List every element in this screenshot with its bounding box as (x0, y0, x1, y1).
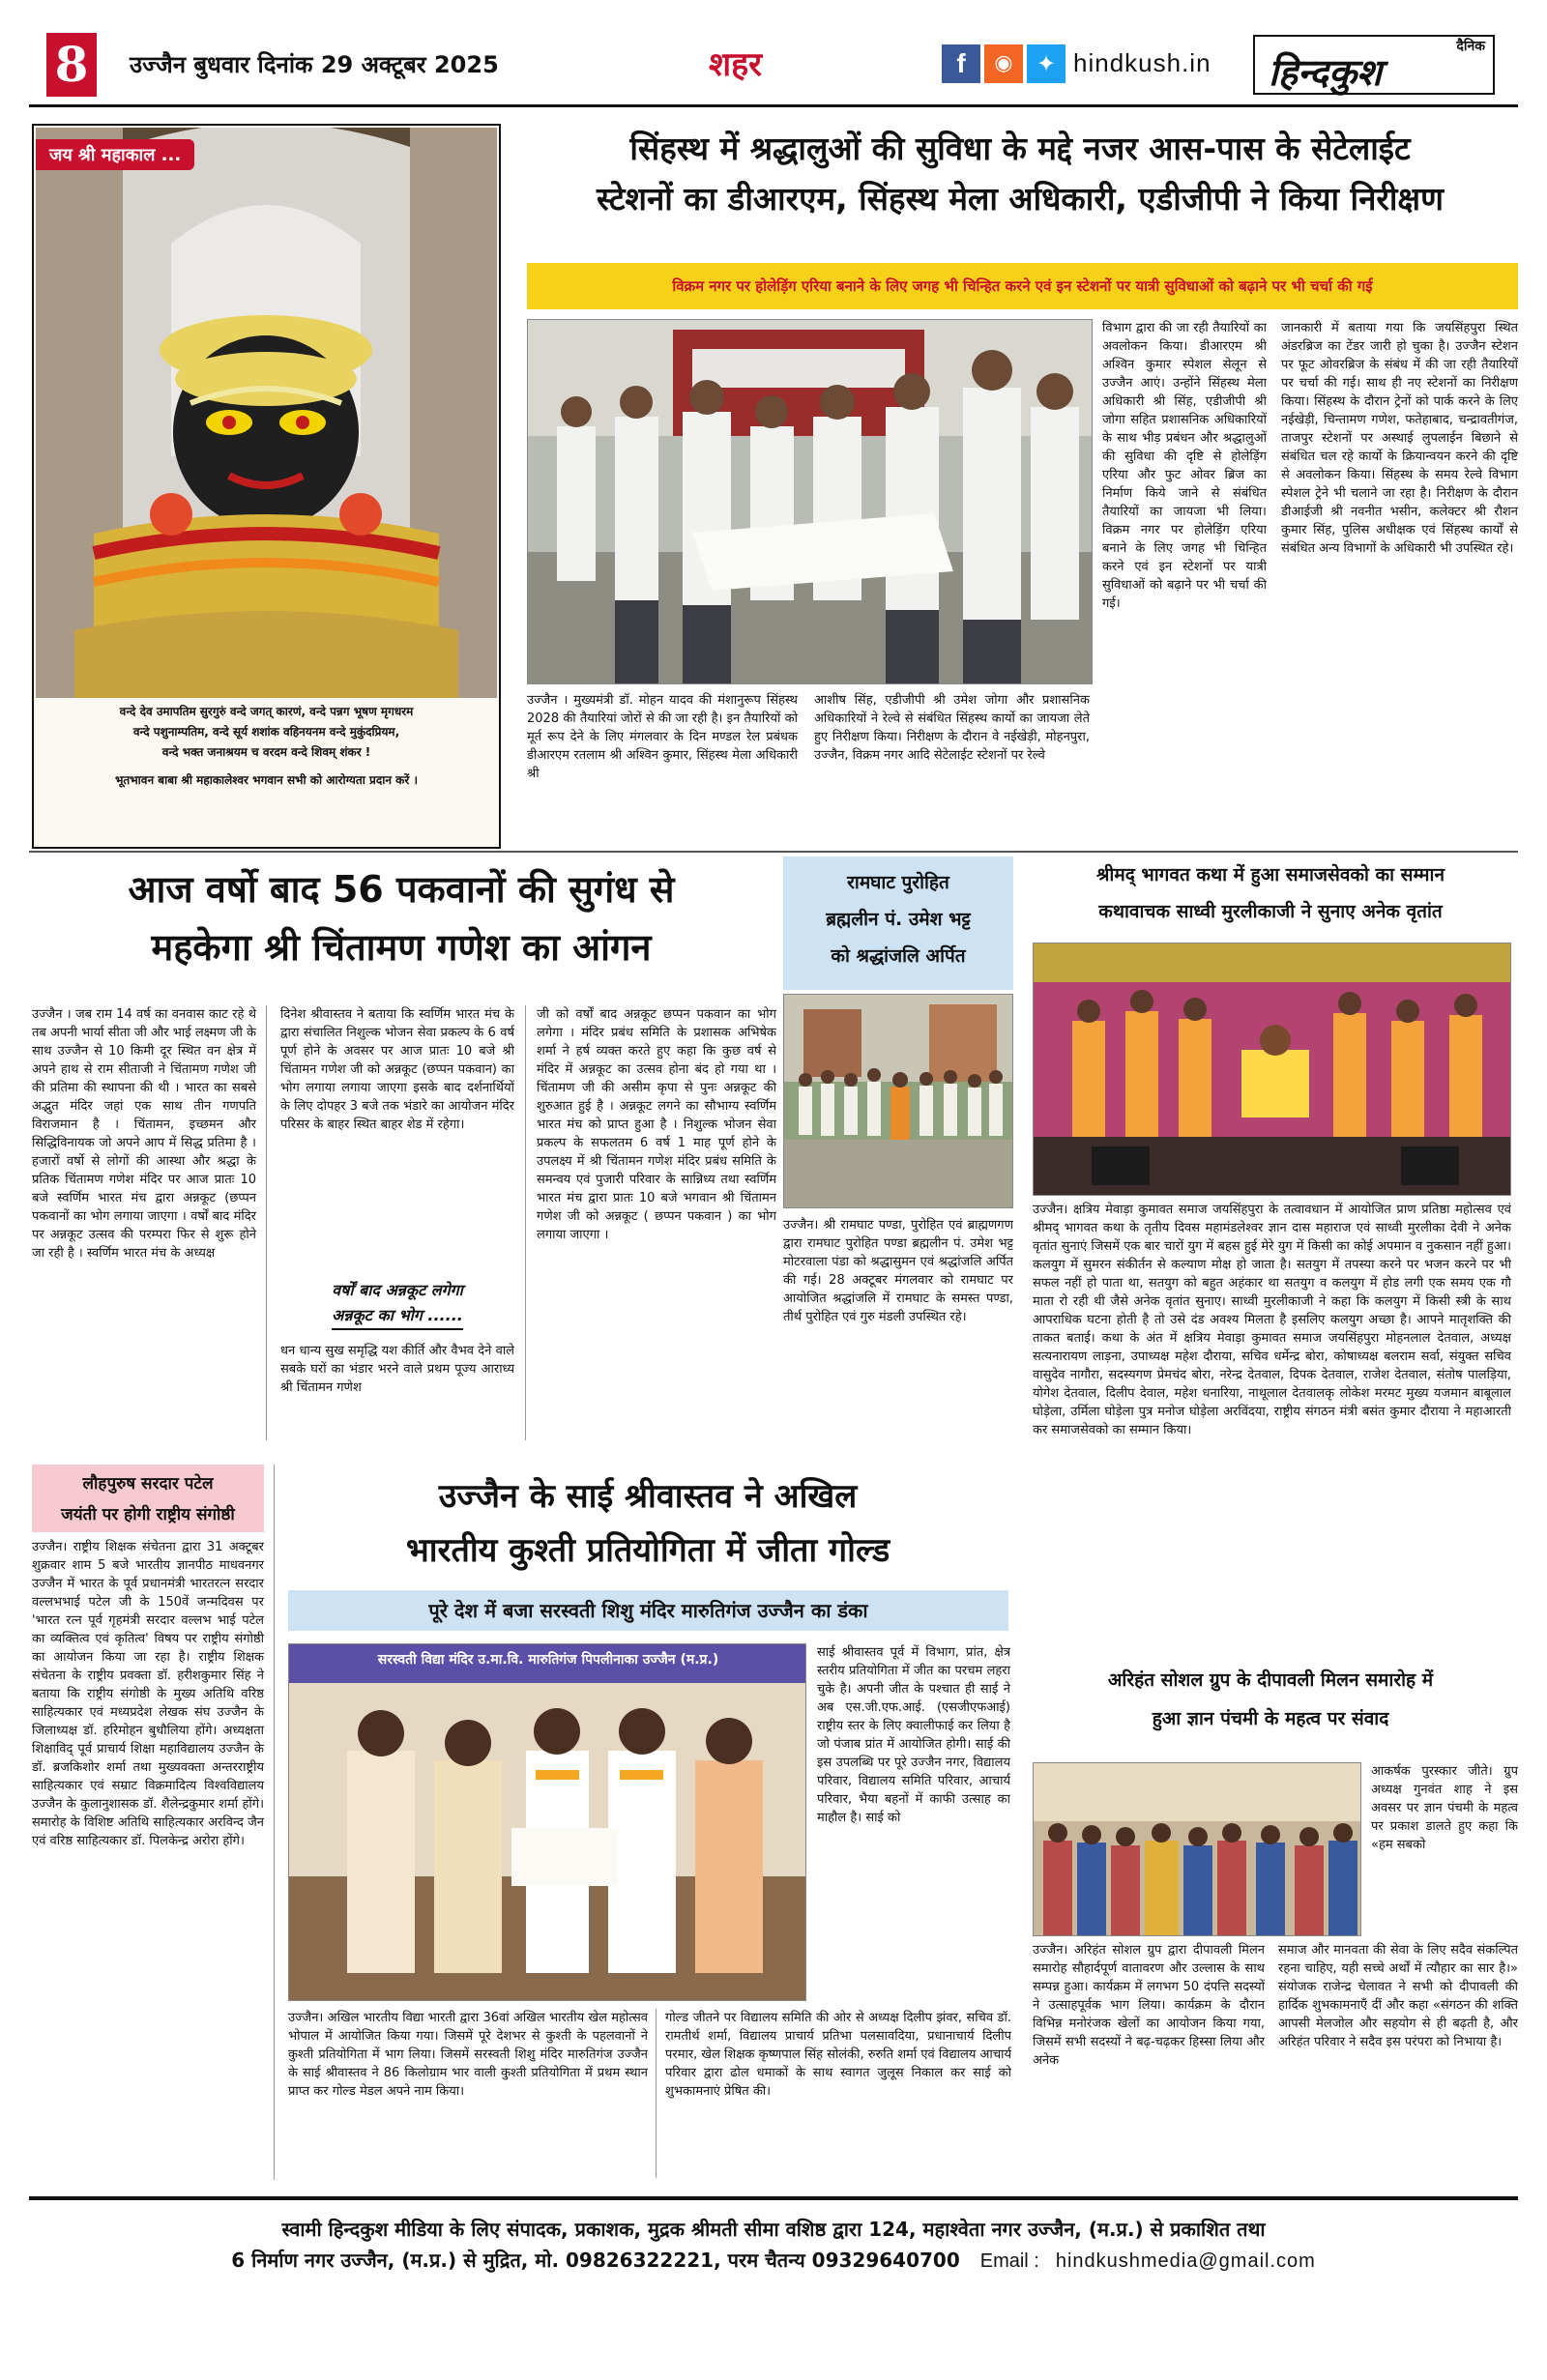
annakut-col3: जी को वर्षों बाद अन्नकूट छप्पन पकवान का भोग लगेगा । मंदिर प्रबंध समिति के प्रशासक अभिषेक शर्मा ने हर्ष व्यक्त करते हुए कहा कि कुछ वर्ष से मंदिर में अन्नकूट का उत्सव होना बंद हो गया था । चिंतामण जी की असीम कृपा से पुनः अन्नकूट की शुरुआत हुई है । अन्नकूट लगने का सौभाग्य स्वर्णिम भारत मंच को प्राप्त हुआ है । निशुल्क भोजन सेवा प्रकल्प के सफलतम 6 वर्ष 1 माह पूर्ण होने के उपलक्ष्य में श्री चिंतामन गणेश मंदिर प्रबंध समिति के समन्वय एवं पुजारी परिवार के सान्निध्य तथा स्वर्णिम भारत मंच द्वारा प्रातः 10 बजे भगवान श्री चिंतामन गणेश जी को अन्नकूट ( छप्पन पकवान ) का भोग लगाया जाएगा । (537, 1007, 776, 1242)
paper-logo (1253, 35, 1495, 95)
footer-imprint (29, 2214, 1518, 2277)
headline-line: हुआ ज्ञान पंचमी के महत्व पर संवाद (1152, 1708, 1389, 1729)
headline-line: स्टेशनों का डीआरएम, सिंहस्थ मेला अधिकारी, एडीजीपी ने किया निरीक्षण (597, 180, 1444, 218)
ghat-gathering-image (784, 995, 1013, 1208)
verse-line: वन्दे पशुनाम्पतिम, वन्दे सूर्य शशांक वहिनयनम वन्दे मुकुंदप्रियम, (132, 725, 400, 739)
school-banner-text: सरस्वती विद्या मंदिर उ.मा.वि. मारुतिगंज पिपलीनाका उज्जैन (म.प्र.) (377, 1652, 719, 1668)
email-label: Email : (979, 2250, 1039, 2272)
shrine-photo (36, 128, 497, 698)
wrestling-subhead: पूरे देश में बजा सरस्वती शिशु मंदिर मारुतिगंज उज्जैन का डंका (288, 1590, 1008, 1631)
headline-line: लौहपुरुष सरदार पटेल (82, 1474, 214, 1494)
simhastha-col1: उज्जैन । मुख्यमंत्री डॉ. मोहन यादव की मंशानुरूप सिंहस्थ 2028 की तैयारियां जोरों से की जा रही है। इन तैयारियों को मूर्त रूप देने के लिए मंगलवार के दिन मण्डल रेल प्रबंधक डीआरएम रतलाम श्री अश्विन कुमार, सिंहस्थ मेला अधिकारी श्री (527, 693, 798, 781)
column-rule (656, 2009, 657, 2178)
tribute-body: उज्जैन। श्री रामघाट पण्डा, पुरोहित एवं ब्राह्मणगण द्वारा रामघाट पुरोहित पण्डा ब्रह्मलीन पं. उमेश भट्ट मोटरवाला पंडा को श्रद्धासुमन एवं श्रद्धांजलि अर्पित की गई। 28 अक्टूबर मंगलवार को रामघाट पर आयोजित श्रद्धांजलि में रामघाट के समस्त पण्डा, तीर्थ पुरोहित एवं गुरु मंडली उपस्थित रहे। (783, 1218, 1013, 1324)
patel-box (32, 1465, 264, 2180)
annakut-col1: उज्जैन । जब राम 14 वर्ष का वनवास काट रहे थे तब अपनी भार्या सीता जी और भाई लक्ष्मण जी के साथ उज्जैन से 10 किमी दूर स्थित वन क्षेत्र में अपने हाथ से राम सीताजी ने चिंतामण गणेश जी की प्रतिमा की स्थापना की थी । भारत का सबसे अद्भुत मंदिर जहां एक साथ तीन गणपति विराजमान है । चिंतामन, इच्छमन और सिद्धिविनायक जो अपने आप में सिद्ध प्रतिमा है । हजारों वर्षो से लोगों की आस्था और श्रद्धा के प्रतिक चिंतामण गणेश मंदिर पर आज प्रातः 10 बजे स्वर्णिम भारत मंच द्वारा अन्नकूट (छप्पन पकवानों का भोग लगाया जाएगा । वर्षों बाद मंदिर पर अन्नकूट उत्सव की परम्परा फिर से शुरू होने जा रही है । स्वर्णिम भारत मंच के अध्यक्ष (32, 1007, 256, 1261)
headline-line: महकेगा श्री चिंतामण गणेश का आंगन (151, 926, 652, 969)
patel-body: उज्जैन। राष्ट्रीय शिक्षक संचेतना द्वारा 31 अक्टूबर शुक्रवार शाम 5 बजे भारतीय ज्ञानपीठ माधवनगर उज्जैन में भारत के पूर्व प्रधानमंत्री भारतरत्न सरदार वल्लभभाई पटेल जी के 150वें जन्मदिवस पर 'भारत रत्न पूर्व गृहमंत्री सरदार वल्लभ भाई पटेल का व्यक्तित्व एवं कृतित्व' विषय पर राष्ट्रीय संगोष्ठी का आयोजन किया जा रहा है। राष्ट्रीय शिक्षक संचेतना के राष्ट्रीय प्रवक्ता डॉ. हरीशकुमार सिंह ने बताया कि राष्ट्रीय संगोष्ठी के मुख्य अतिथि वरिष्ठ साहित्यकार एवं मध्यप्रदेश लेखक संघ उज्जैन के जिलाध्यक्ष डॉ. हरिमोहन बुधौलिया होंगे। अध्यक्षता शिक्षाविद् पूर्व प्राचार्य शिक्षा महाविद्यालय उज्जैन के डॉ. ब्रजकिशोर शर्मा तथा मुख्यवक्ता अन्तरराष्ट्रीय साहित्यकार एवं सम्राट विक्रमादित्य विश्वविद्यालय उज्जैन के कुलानुशासक डॉ. शैलेन्द्रकुमार शर्मा होंगे। समारोह के विशिष्ट अतिथि साहित्यकार अरविन्द जैन एवं वरिष्ठ साहित्यकार डॉ. पिलकेन्द्र अरोरा होंगे। (32, 1540, 264, 1848)
arihant-side: आकर्षक पुरस्कार जीते। ग्रुप अध्यक्ष गुनवंत शाह ने इस अवसर पर ज्ञान पंचमी के महत्व पर प्रकाश डालते हुए कहा कि «हम सबको (1371, 1764, 1518, 1852)
simhastha-col3: विभाग द्वारा की जा रही तैयारियों का अवलोकन किया। डीआरएम श्री अश्विन कुमार स्पेशल सेलून से उज्जैन आएं। उन्होंने सिंहस्थ मेला अधिकारी श्री सिंह, एडीजीपी श्री जोगा सहित प्रशासनिक अधिकारियों के साथ भीड़ प्रबंधन और श्रद्धालुओं की सुविधा की दृष्टि से होलेड़िंग एरिया और फुट ओवर ब्रिज का निर्माण किये जाने से संबंधित तैयारियों का जायजा भी लिया। विक्रम नगर पर होलेड़िंग एरिया बनाने के लिए जगह भी चिन्हित करने एवं इन स्टेशनों पर यात्री सुविधाओं को बढ़ाने पर भी चर्चा की गई। (1102, 321, 1267, 611)
patel-headline (32, 1465, 264, 1532)
group-photo-image (1034, 1763, 1361, 1936)
dateline: उज्जैन बुधवार दिनांक 29 अक्टूबर 2025 (130, 51, 499, 78)
tribute-headline (783, 856, 1013, 990)
website[interactable]: hindkush.in (1073, 48, 1211, 77)
headline-line: को श्रद्धांजलि अर्पित (831, 945, 966, 967)
stage-felicitation-image (1034, 943, 1511, 1196)
simhastha-col2: आशीष सिंह, एडीजीपी श्री उमेश जोगा और प्रशासनिक अधिकारियों ने रेल्वे से संबंधित सिंहस्थ कार्यो का जायजा लेते हुए निरीक्षण किया। निरीक्षण के दौरान वे नईखेड़ी, मोहनपुरा, उज्जैन, विक्रम नगर आदि सेटेलाईट स्टेशनों पर रेल्वे (814, 693, 1090, 763)
tribute-photo (783, 994, 1013, 1208)
imprint-address: 6 निर्माण नगर उज्जैन, (म.प्र.) से मुद्रित, मो. 09826322221, परम चैतन्य 09329640700 (231, 2249, 960, 2272)
shrine-blessing: भूतभावन बाबा श्री महाकालेश्वर भगवान सभी को आरोग्यता प्रदान करें । (114, 773, 419, 787)
headline-line: श्रीमद् भागवत कथा में हुआ समाजसेवको का सम्मान (1095, 864, 1445, 885)
headline-line: उज्जैन के साई श्रीवास्तव ने अखिल (438, 1477, 858, 1516)
imprint-line (29, 2245, 1518, 2277)
mahakal-idol-image (36, 128, 497, 698)
headline-line: जयंती पर होगी राष्ट्रीय संगोष्ठी (61, 1505, 235, 1524)
rss-icon[interactable]: ◉ (984, 44, 1023, 83)
section-title: शहर (709, 45, 763, 84)
footer-rule (29, 2196, 1518, 2200)
wrestling-photo (288, 1643, 806, 2001)
page-number: 8 (46, 33, 97, 97)
arihant-photo (1033, 1762, 1361, 1936)
wrestling-headline (280, 1469, 1015, 1578)
arihant-col1: उज्जैन। अरिहंत सोशल ग्रुप द्वारा दीपावली मिलन समारोह सौहार्दपूर्ण वातावरण और उल्लास के साथ सम्पन्न हुआ। कार्यक्रम में लगभग 50 दंपत्ति सदस्यों ने उत्साहपूर्वक भाग लिया। कार्यक्रम के दौरान विभिन्न मनोरंजक खेलों का आयोजन किया गया, जिसमें सभी सदस्यों ने बढ़-चढ़कर हिस्सा लिया और अनेक (1033, 1943, 1265, 2068)
headline-line: आज वर्षो बाद 56 पकवानों की सुगंध से (128, 868, 675, 911)
gold-medal-felicitation-image (289, 1644, 806, 2001)
paper-name: हिन्दकुश (1269, 51, 1382, 94)
column-rule (525, 1005, 526, 1440)
bhagwat-headline (1023, 856, 1518, 930)
headline-line: ब्रह्मलीन पं. उमेश भट्ट (826, 909, 971, 930)
wrestling-col1: उज्जैन। अखिल भारतीय विद्या भारती द्वारा 36वां अखिल भारतीय खेल महोत्सव भोपाल में आयोजित किया गया। जिसमें पूरे देशभर से कुश्ती के पहलवानों ने कुश्ती प्रतियोगिता में भाग लिया। जिसमें सरस्वती शिशु मंदिर मारुतिगंज उज्जैन के साई श्रीवास्तव ने 86 किलोग्राम भार वाली कुश्ती प्रतियोगिता में प्रथम स्थान प्राप्त कर गोल्ड मेडल अपने नाम किया। (288, 2011, 648, 2099)
verse-line: वन्दे देव उमापतिम सुरगुरुं वन्दे जगत् कारणं, वन्दे पन्नग भूषण मृगधरम (119, 705, 414, 718)
headline-line: भारतीय कुश्ती प्रतियोगिता में जीता गोल्ड (405, 1531, 890, 1570)
social-icons (942, 44, 1065, 83)
pullquote-line: अन्नकूट का भोग ...... (332, 1303, 463, 1330)
annakut-col2: दिनेश श्रीवास्तव ने बताया कि स्वर्णिम भारत मंच के द्वारा संचालित निशुल्क भोजन सेवा प्रकल्प के 6 वर्ष पूर्ण होने के अवसर पर आज प्रातः 10 बजे श्री चिंतामन गणेश जी को अन्नकूट (छप्पन पकवान) का भोग लगाया लगाया जाएगा इसके बाद दर्शनार्थियों के लिए दोपहर 3 बजे तक भंडारे का आयोजन मंदिर परिसर के बाहर स्थित बाहर शेड में रहेगा। (280, 1007, 514, 1132)
bhagwat-body: उज्जैन। क्षत्रिय मेवाड़ा कुमावत समाज जयसिंहपुरा के तत्वावधान में आयोजित प्राण प्रतिष्ठा महोत्सव एवं श्रीमद् भागवत कथा के तृतीय दिवस महामंडलेश्वर ज्ञान दास महाराज एवं साध्वी मुरलीका देवी ने अनेक वृतांत सुनाएं जिसमें एक बार चारों युग में बहस हुई मेरे युग में किसी का कोई अपमान व नुकसान नहीं हुआ। कलयुग में सुमरन संकीर्तन से कल्याण मोक्ष हो जाता है। सतयुग में तपस्या करने पर भजन करने पर भी सफल नहीं हो पाता था, सतयुग को बहुत अहंकार था सतयुग व कलयुग में होड लगी एक समय एक गौ माता रो रही थी जैसे अनेक वृतांत सुनाए। साध्वी मुरलीकाजी ने कहा कि कलयुग में किसी स्त्री के साथ आपराधिक घटना होती है तो उसे दंड अवश्य मिलता है इसलिए कलयुग अच्छा है। आपने मातृशक्ति की ताकत बताई। कथा के अंत में क्षत्रिय मेवाड़ा कुमावत समाज जयसिंहपुरा मोहनलाल देतवाल, अध्यक्ष सत्यनारायण लाड़ना, उपाध्यक्ष महेश दौराया, सचिव धर्मेन्द्र बोरा, कोषाध्यक्ष बलराम सर्वा, संयुक्त सचिव वासुदेव नागौरा, सदस्यगण प्रेमचंद बोरा, नरेन्द्र देतवाल, दिपक देतवाल, राजेश देतवाल, संतोष पालड़िया, योगेश देतवाल, दिलीप देवाल, महेश धनारिया, नाथूलाल देतवालकृ लोकेश मरमट मुख्य यजमान बाबूलाल घोड़ेला, उर्मिला घोड़ेला पुत्र मनोज घोड़ेला अरविंदया, राष्ट्रीय संगठन मंत्री बसंत कुमार दौराया ने महाआरती कर समाजसेवको का सम्मान किया। (1033, 1203, 1511, 1437)
shrine-label: जय श्री महाकाल ... (36, 139, 194, 170)
facebook-icon[interactable]: f (942, 44, 980, 83)
masthead (29, 33, 1518, 101)
wrestling-side: साई श्रीवास्तव पूर्व में विभाग, प्रांत, क्षेत्र स्तरीय प्रतियोगिता में जीत का परचम लहरा चुके है। अपनी जीत के पश्चात ही साई ने अब एस.जी.एफ.आई. (एसजीएफआई) राष्ट्रीय स्तर के लिए क्वालीफाई कर लिया है जो पंजाब प्रांत में आयोजित होगी। साई की इस उपलब्धि पर पूरे उज्जैन नगर, विद्यालय परिवार, विद्यालय समिति परिवार, आचार्य परिवार, भैया बहनों में काफी उत्साह का माहौल है। साई को (817, 1645, 1010, 1825)
tribute-box (783, 856, 1013, 1462)
twitter-icon[interactable]: ✦ (1027, 44, 1065, 83)
shrine-box (32, 124, 501, 849)
arihant-col2: समाज और मानवता की सेवा के लिए सदैव संकल्पित रहना चाहिए, यही सच्चे अर्थों में त्यौहार का सार है।» संयोजक राजेन्द्र चेलावत ने सभी को दीपावली की हार्दिक शुभकामनाएँ दीं और कहा «संगठन की शक्ति आपसी मेलजोल और सहयोग से ही बढ़ती है, और अरिहंत परिवार ने सदैव इस परंपरा को निभाया है। (1278, 1943, 1518, 2049)
headline-line: रामघाट पुरोहित (847, 872, 949, 893)
arihant-headline (1023, 1661, 1518, 1738)
simhastha-subhead: विक्रम नगर पर होलेड़िंग एरिया बनाने के लिए जगह भी चिन्हित करने एवं इन स्टेशनों पर यात्री सुविधाओं को बढ़ाने पर भी चर्चा की गई (527, 263, 1518, 309)
column-rule (266, 1005, 267, 1440)
officials-inspection-image (528, 320, 1093, 684)
headline-line: सिंहस्थ में श्रद्धालुओं की सुविधा के मद्दे नजर आस-पास के सेटेलाईट (629, 130, 1411, 167)
verse-line: वन्दे भक्त जनाश्रयम च वरदम वन्दे शिवम् शंकर ! (161, 745, 371, 759)
headline-line: कथावाचक साध्वी मुरलीकाजी ने सुनाए अनेक वृतांत (1098, 901, 1443, 922)
wrestling-col2: गोल्ड जीतने पर विद्यालय समिति की ओर से अध्यक्ष दिलीप झंवर, सचिव डॉ. रामतीर्थ शर्मा, विद्यालय प्राचार्य प्रतिभा पलसावदिया, प्रधानाचार्य दिलीप परमार, खेल शिक्षक कृष्णपाल सिंह सोलंकी, रुरुति शर्मा एवं विद्यालय आचार्य परिवार द्वारा ढोल धमाकों के साथ स्वागत जुलूस निकाल कर साई को शुभकामनाएं प्रेषित की। (665, 2011, 1011, 2099)
simhastha-headline (522, 124, 1518, 224)
imprint-line: स्वामी हिन्दकुश मीडिया के लिए संपादक, प्रकाशक, मुद्रक श्रीमती सीमा वशिष्ठ द्वारा 124, महाश्वेता नगर उज्जैन, (म.प्र.) से प्रकाशित तथा (281, 2218, 1266, 2241)
pullquote-line: वर्षों बाद अन्नकूट लगेगा (332, 1281, 463, 1299)
masthead-rule (29, 104, 1518, 107)
annakut-headline (29, 860, 774, 976)
shrine-verse (38, 702, 495, 791)
simhastha-col4: जानकारी में बताया गया कि जयसिंहपुरा स्थित अंडरब्रिज का टेंडर जारी हो चुका है। उज्जैन स्टेशन पर फूट ओवरब्रिज के संबंध में की जा रही तैयारियों पर चर्चा की गई। साथ ही नए स्टेशनों का निरीक्षण किया। सिंहस्थ के दौरान ट्रेनों को पार्क करने के लिए नईखेड़ी, चिन्तामण गणेश, फतेहाबाद, चन्द्रावतीगंज, ताजपुर स्टेशनों पर अस्थाई लुपलाईन बिछाने से संबंधित चल रहे कार्यो के क्रियान्वयन करने की दृष्टि से अवलोकन किया। सिंहस्थ के समय रेल्वे विभाग स्पेशल ट्रेने भी चलाने जा रहा है। निरीक्षण के दौरान डीआईजी श्री नवनीत भसीन, कलेक्टर श्री रौशन कुमार सिंह, पुलिस अधीक्षक एवं सिंहस्थ कार्यों से संबंधित अन्य विभागों के अधिकारी भी उपस्थित रहे। (1281, 321, 1518, 556)
bhagwat-photo (1033, 943, 1511, 1196)
paper-tag: दैनिक (1456, 39, 1485, 54)
email-link[interactable]: hindkushmedia@gmail.com (1055, 2250, 1316, 2272)
simhastha-photo (527, 319, 1093, 684)
annakut-pullquote (280, 1278, 514, 1330)
divider (29, 851, 1518, 853)
column-rule (274, 1465, 275, 2180)
annakut-col2b: धन धान्य सुख समृद्धि यश कीर्ति और वैभव देने वाले सबके घरों का भंडार भरने वाले प्रथम पूज्य आराध्य श्री चिंतामन गणेश (280, 1344, 514, 1395)
headline-line: अरिहंत सोशल ग्रुप के दीपावली मिलन समारोह में (1107, 1669, 1434, 1691)
